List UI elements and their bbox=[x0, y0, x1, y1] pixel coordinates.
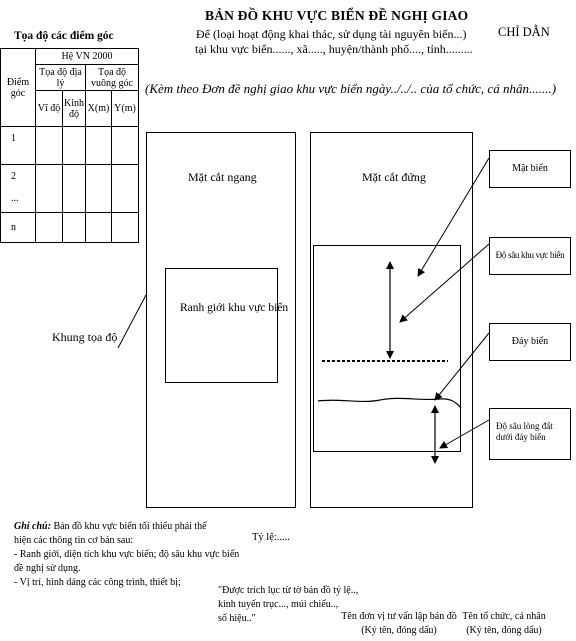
source-line-1: "Được trích lục từ tờ bản đồ tỷ lệ.., bbox=[218, 585, 359, 596]
legend-sea-surface-label: Mặt biển bbox=[512, 163, 548, 174]
organization-signature bbox=[452, 610, 556, 638]
notes-line-1: Bản đồ khu vực biển tối thiểu phải thể bbox=[53, 521, 207, 532]
coordinates-title: Tọa độ các điểm góc bbox=[14, 30, 114, 42]
pointer-sea-surface bbox=[418, 158, 489, 276]
organization-sign-note: (Ký tên, đóng dấu) bbox=[466, 625, 542, 636]
pointer-subsoil bbox=[440, 420, 489, 448]
geo-label: Tọa độ địa lý bbox=[39, 66, 82, 89]
x-label: X(m) bbox=[87, 103, 110, 114]
frame-pointer-line bbox=[118, 295, 146, 348]
row-point-2: 2 bbox=[11, 171, 16, 182]
area-boundary-label: Ranh giới khu vực biển bbox=[180, 302, 289, 314]
consultant-signature bbox=[340, 610, 458, 638]
notes-line-5: - Vị trí, hình dáng các công trình, thiết bị; bbox=[14, 577, 181, 588]
lat-label: Vĩ độ bbox=[37, 103, 61, 114]
row-point-ellipsis: ... bbox=[11, 193, 19, 204]
notes-block bbox=[14, 520, 239, 590]
notes-label: Ghi chú: bbox=[14, 521, 51, 532]
attachment-note: (Kèm theo Đơn đề nghị giao khu vực biển ngày../../.. của tổ chức, cá nhân.......) bbox=[145, 81, 557, 96]
source-block bbox=[218, 584, 358, 626]
y-label: Y(m) bbox=[114, 103, 136, 114]
legend-title: CHỈ DẪN bbox=[498, 25, 550, 39]
seabed-curve bbox=[318, 398, 461, 408]
source-line-2: kinh tuyến trục..., múi chiếu.., bbox=[218, 599, 339, 610]
pointer-seabed bbox=[435, 333, 489, 400]
consultant-sign-note: (Ký tên, đóng dấu) bbox=[361, 625, 437, 636]
source-line-3: số hiệu.." bbox=[218, 613, 256, 624]
legend-subsoil-depth-label: Độ sâu lòng đất dưới đáy biển bbox=[496, 421, 553, 442]
lon-label: Kinh độ bbox=[64, 97, 84, 120]
notes-line-4: đề nghị sử dụng. bbox=[14, 563, 81, 574]
subtitle-location: tại khu vực biển......, xã....., huyện/thành phố...., tỉnh......... bbox=[195, 42, 473, 56]
organization-name: Tên tổ chức, cá nhân bbox=[462, 611, 546, 622]
pointer-sea-depth bbox=[400, 244, 489, 322]
frame-label: Khung tọa độ bbox=[52, 330, 118, 344]
vertical-section-label: Mặt cắt đứng bbox=[362, 170, 426, 184]
system-label: Hệ VN 2000 bbox=[61, 51, 113, 62]
col-point-label: Điểm góc bbox=[6, 76, 30, 99]
row-point: n bbox=[1, 213, 36, 243]
notes-line-2: hiện các thông tin cơ bản sau: bbox=[14, 535, 134, 546]
notes-line-3: - Ranh giới, diện tích khu vực biển; độ sâu khu vực biển bbox=[14, 549, 240, 560]
document-title: BẢN ĐỒ KHU VỰC BIỂN ĐỀ NGHỊ GIAO bbox=[205, 8, 469, 23]
subtitle-purpose: Để (loại hoạt động khai thác, sử dụng tài nguyên biển...) bbox=[196, 27, 467, 41]
rect-label: Tọa độ vuông góc bbox=[91, 66, 133, 89]
row-point: 1 bbox=[1, 127, 36, 165]
scale-label: Tỷ lệ:..... bbox=[252, 532, 290, 543]
legend-seabed-label: Đáy biển bbox=[511, 336, 549, 347]
consultant-name: Tên đơn vị tư vấn lập bản đồ bbox=[341, 611, 457, 622]
legend-sea-depth-label: Độ sâu khu vực biển bbox=[495, 250, 565, 260]
horizontal-section-label: Mặt cắt ngang bbox=[188, 170, 257, 184]
